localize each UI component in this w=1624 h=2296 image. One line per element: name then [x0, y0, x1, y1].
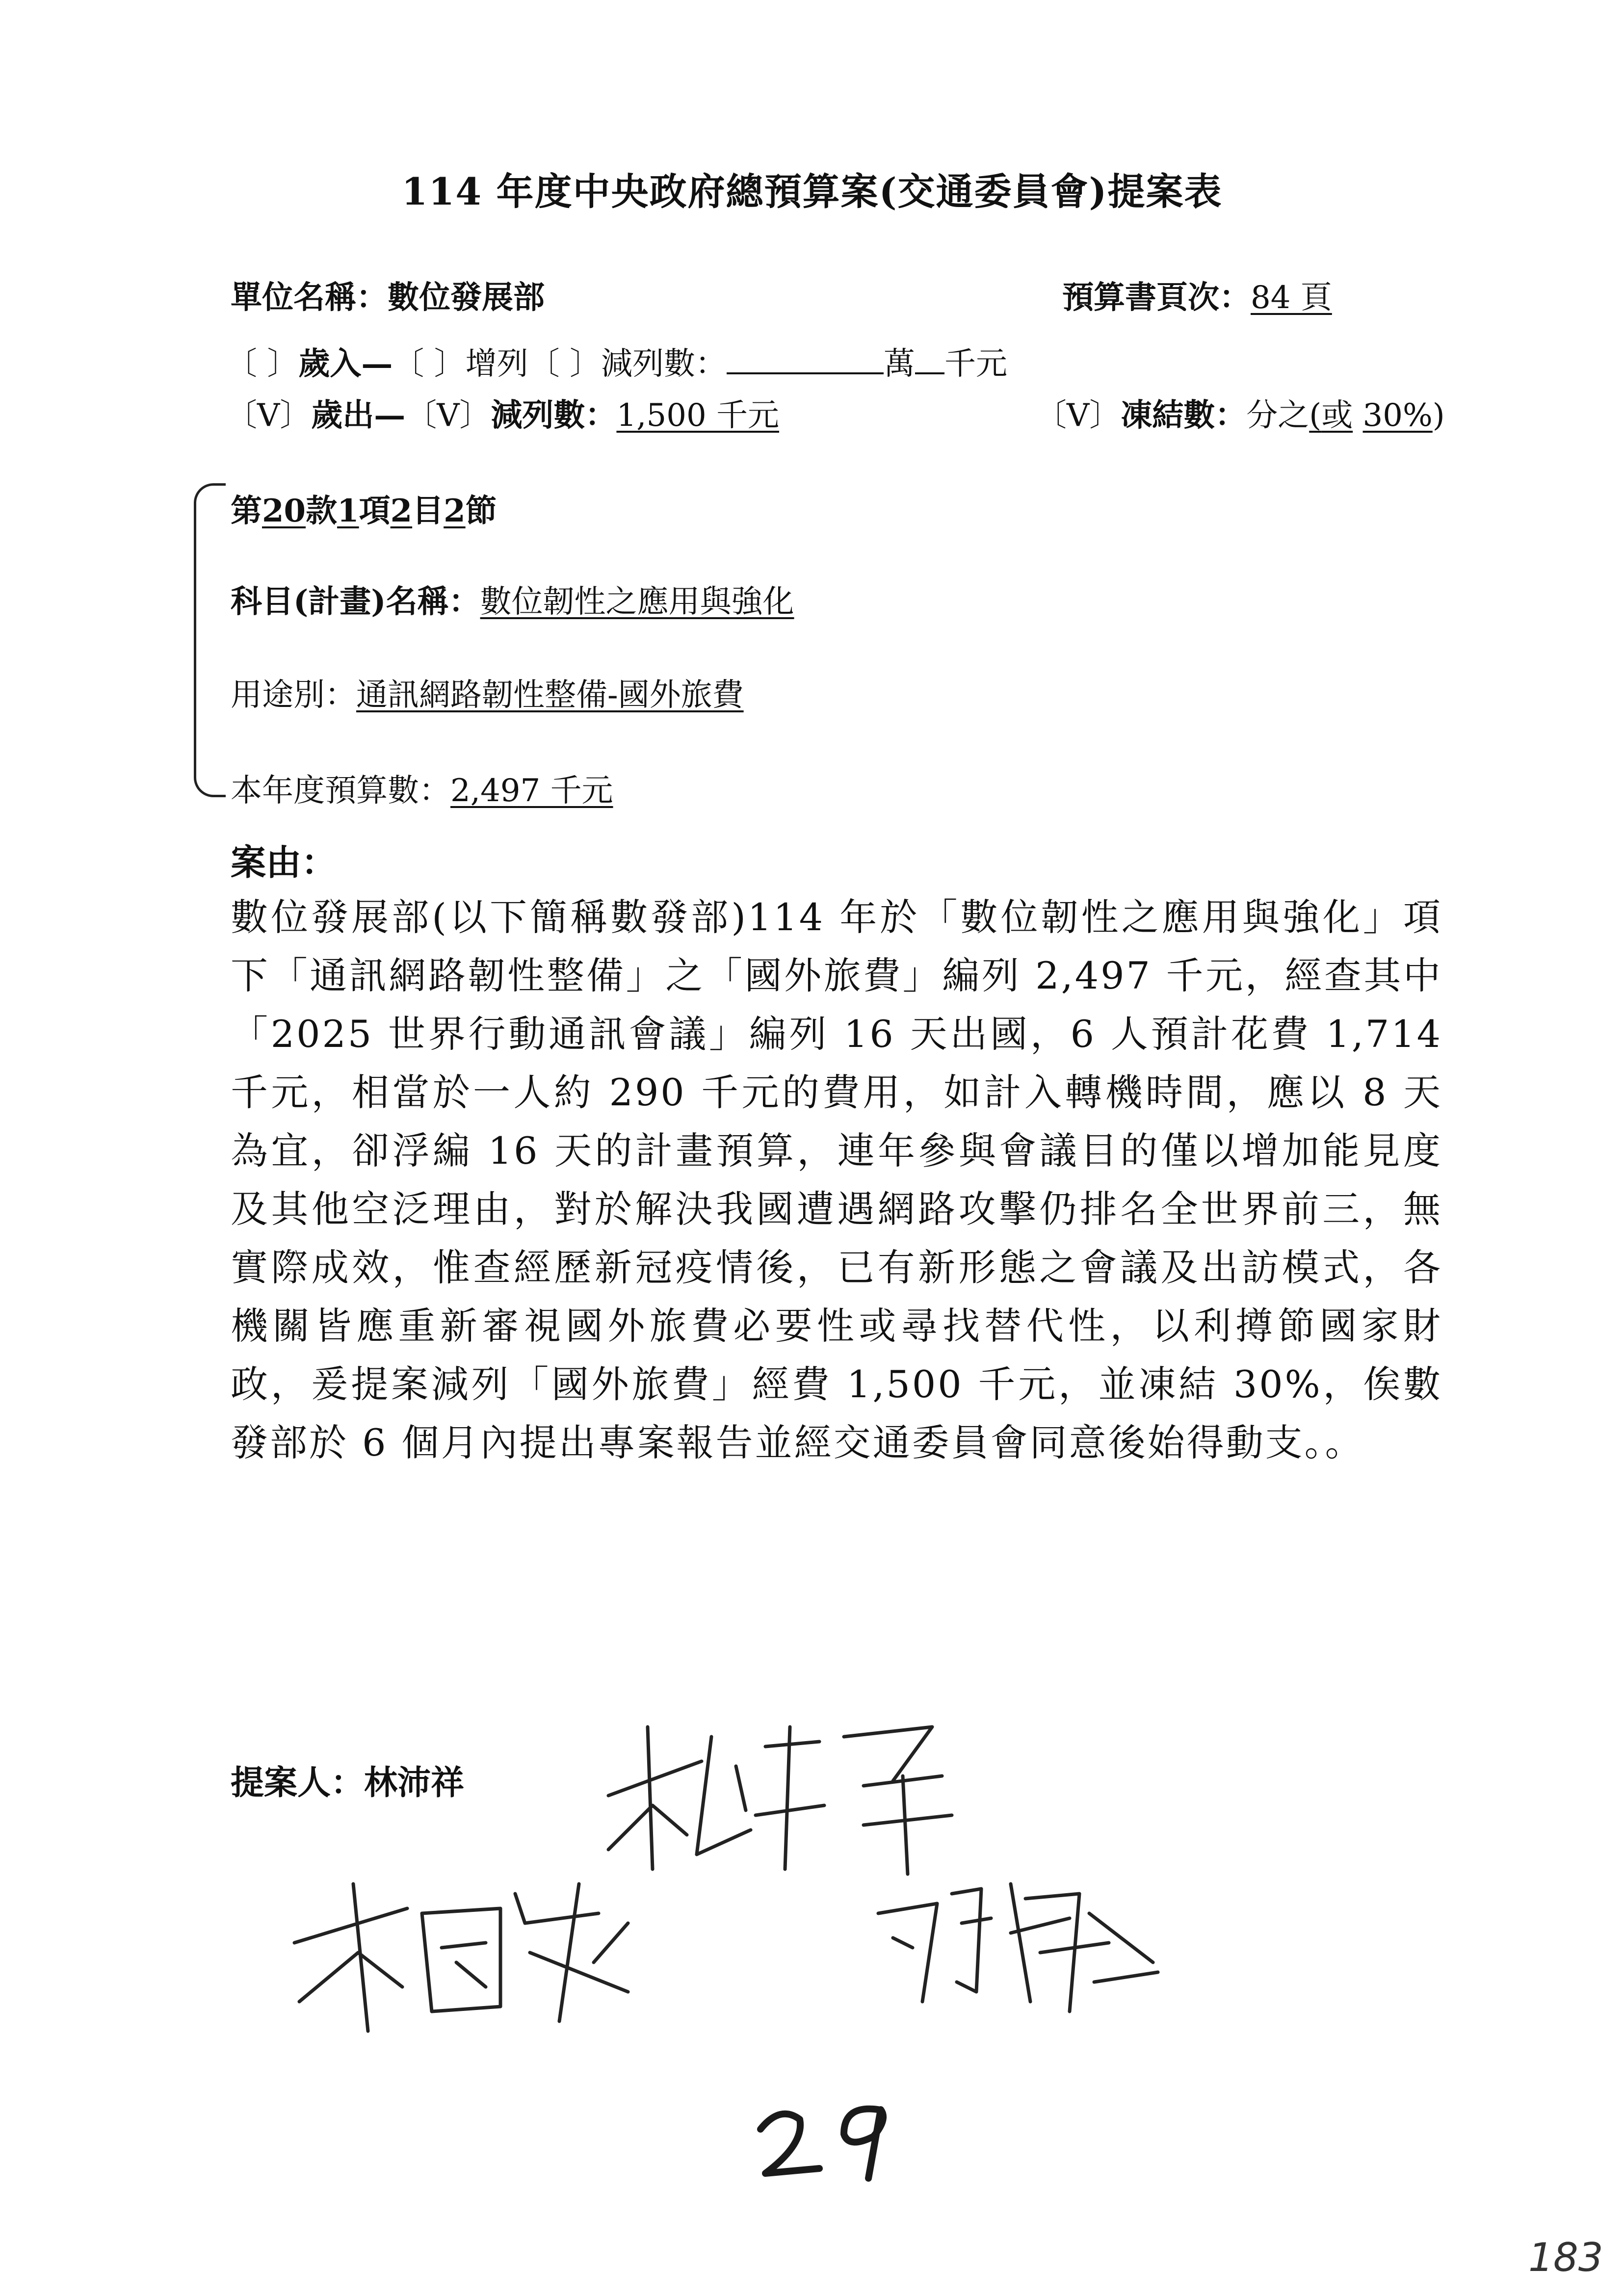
freeze-line: [1035, 390, 1445, 435]
section-xiang: 1: [337, 493, 359, 529]
expense-label: 歲出—: [311, 397, 406, 434]
budget-page-label: 預算書頁次：: [1062, 279, 1251, 316]
current-budget-label: 本年度預算數：: [231, 773, 450, 809]
section-mu: 2: [390, 493, 413, 529]
expense-decrease-check: 〔V〕: [405, 397, 491, 434]
expense-check: 〔V〕: [226, 397, 312, 434]
expense-line: [226, 390, 779, 435]
corner-number: 183: [1528, 2235, 1603, 2280]
freeze-check: 〔V〕: [1035, 397, 1121, 434]
current-budget-value: 2,497 千元: [450, 773, 613, 809]
budget-page-row: [1062, 272, 1332, 317]
freeze-text: 分之: [1246, 397, 1310, 434]
subject-line: [231, 576, 794, 622]
section-prefix: 第: [231, 493, 262, 529]
freeze-paren-close: ): [1432, 397, 1445, 434]
proposer-name: 林沛祥: [364, 1763, 465, 1802]
usage-line: [231, 670, 744, 715]
section-jie-label: 節: [465, 493, 497, 529]
revenue-decrease: 〔 〕減列數：: [528, 346, 727, 382]
unit-label: 單位名稱：: [231, 279, 388, 316]
signature-lin-guocheng: [285, 1864, 638, 2041]
revenue-label: 歲入—: [298, 345, 393, 382]
revenue-line: [226, 339, 1007, 384]
reason-text: 數位發展部(以下簡稱數發部)114 年於「數位韌性之應用與強化」項下「通訊網路韌性整備」之「國外旅費」編列 2,497 千元，經查其中「2025 世界行動通訊會議」編列 16 天出國，6 人預計花費 1,714 千元，相當於一人約 290 千元的費用，如計入轉機時間，應以 8 天為宜，卻浮編 16 天的計畫預算，連年參與會議目的僅以增加能見度及其他空泛理由，對於解決我國遭遇網路攻擊仍排名全世界前三，無實際成效，惟查經歷新冠疫情後，已有新形態之會議及出訪模式，各機關皆應重新審視國外旅費必要性或尋找替代性，以利撙節國家財政，爰提案減列「國外旅費」經費 1,500 千元，並凍結 30%，俟數發部於 6 個月內提出專案報告並經交通委員會同意後始得動支。。: [231, 895, 1442, 1464]
proposer-line: [231, 1756, 464, 1804]
revenue-unit-qian: 千元: [944, 346, 1008, 382]
section-xiang-label: 項: [359, 493, 391, 529]
section-kuan: 20: [262, 493, 306, 529]
freeze-paren-open: (: [1309, 397, 1322, 434]
unit-row: [231, 272, 545, 317]
usage-value: 通訊網路韌性整備-國外旅費: [356, 677, 744, 713]
subject-label: 科目(計畫)名稱：: [231, 583, 480, 620]
unit-value: 數位發展部: [388, 279, 545, 316]
usage-label: 用途別：: [231, 677, 356, 713]
subject-value: 數位韌性之應用與強化: [480, 584, 794, 620]
handwritten-page-number: [751, 2090, 908, 2188]
freeze-label: 凍結數：: [1121, 397, 1247, 434]
proposer-label: 提案人：: [231, 1763, 365, 1802]
section-jie: 2: [444, 493, 466, 529]
freeze-value: 30%: [1362, 397, 1433, 434]
reason-heading: 案由：: [231, 841, 337, 883]
page-title: 114 年度中央政府總預算案(交通委員會)提案表: [401, 170, 1223, 213]
revenue-unit-wan: 萬: [884, 346, 916, 382]
current-budget-line: [231, 765, 613, 810]
freeze-or: 或: [1321, 397, 1353, 434]
expense-decrease-value: 1,500 千元: [616, 397, 779, 434]
revenue-blank-2: [915, 344, 944, 374]
signature-weng-xiaoling: [864, 1854, 1168, 2031]
revenue-check: 〔 〕: [226, 346, 299, 382]
section-line: [231, 486, 497, 531]
section-kuan-label: 款: [306, 493, 338, 529]
revenue-blank: [727, 344, 884, 374]
section-bracket: [194, 483, 226, 797]
section-mu-label: 目: [412, 493, 444, 529]
expense-decrease-label: 減列數：: [491, 397, 617, 434]
revenue-increase: 〔 〕增列: [393, 346, 528, 382]
budget-page-value: 84 頁: [1251, 280, 1332, 316]
